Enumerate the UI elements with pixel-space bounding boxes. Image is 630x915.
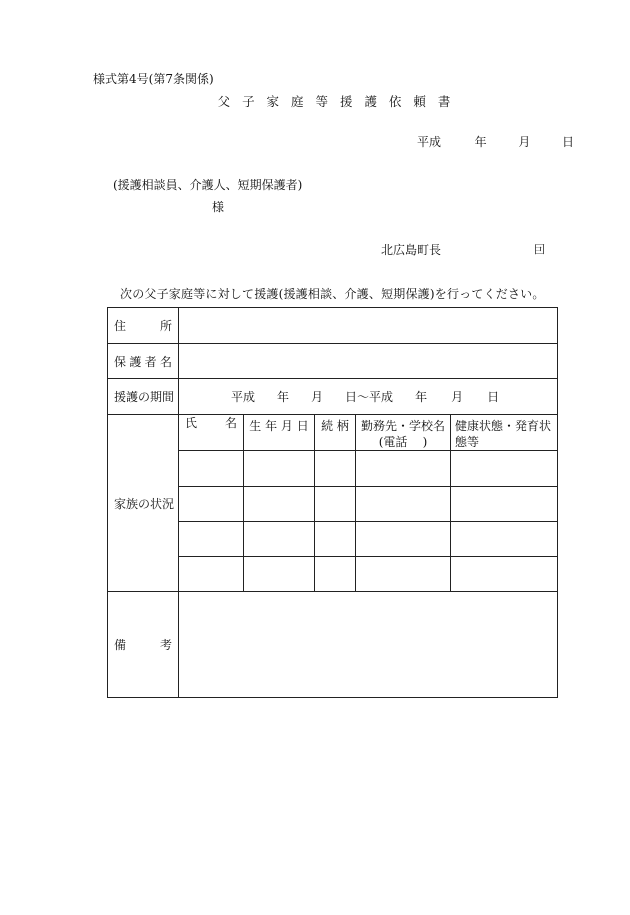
- family-header-name: 氏 名: [179, 415, 244, 451]
- period-year-start: 年: [277, 390, 290, 404]
- family-cell[interactable]: [179, 487, 244, 522]
- intro-text: 次の父子家庭等に対して援護(援護相談、介護、短期保護)を行ってください。: [120, 287, 545, 301]
- address-field[interactable]: [179, 308, 558, 344]
- family-cell[interactable]: [244, 451, 315, 487]
- family-cell[interactable]: [179, 522, 244, 557]
- family-header-row: [108, 415, 558, 451]
- period-month-start: 月: [311, 390, 324, 404]
- family-cell[interactable]: [179, 451, 244, 487]
- guardian-row: [108, 344, 558, 379]
- family-cell[interactable]: [315, 522, 356, 557]
- form-number: 様式第4号(第7条関係): [93, 72, 214, 86]
- date-year: 年: [474, 135, 487, 149]
- family-header-birthdate: 生 年 月 日: [244, 415, 315, 451]
- remarks-label: 備 考: [108, 592, 179, 698]
- remarks-field[interactable]: [179, 592, 558, 698]
- family-cell[interactable]: [315, 487, 356, 522]
- period-era-start: 平成: [231, 390, 256, 404]
- family-cell[interactable]: [315, 557, 356, 592]
- family-cell[interactable]: [356, 451, 451, 487]
- family-header-workplace-line1: 勤務先・学校名: [360, 419, 445, 433]
- seal-mark: 囙: [534, 243, 545, 256]
- period-year-end: 年: [415, 390, 428, 404]
- date-line: [417, 133, 574, 150]
- family-header-workplace: [356, 415, 451, 451]
- request-form-table: [107, 307, 558, 698]
- addressee-honorific: 様: [212, 200, 225, 214]
- period-day-end: 日: [487, 390, 500, 404]
- family-cell[interactable]: [356, 487, 451, 522]
- family-cell[interactable]: [356, 557, 451, 592]
- family-cell[interactable]: [356, 522, 451, 557]
- period-field[interactable]: [179, 379, 558, 415]
- period-row: [108, 379, 558, 415]
- address-label: 住 所: [108, 308, 179, 344]
- family-cell[interactable]: [451, 451, 558, 487]
- family-cell[interactable]: [451, 487, 558, 522]
- family-header-health: 健康状態・発育状態等: [451, 415, 558, 451]
- family-label: 家族の状況: [108, 415, 179, 592]
- family-cell[interactable]: [244, 487, 315, 522]
- address-row: [108, 308, 558, 344]
- guardian-label: 保護者名: [108, 344, 179, 379]
- date-month: 月: [518, 135, 531, 149]
- family-cell[interactable]: [179, 557, 244, 592]
- period-label: 援護の期間: [108, 379, 179, 415]
- family-cell[interactable]: [451, 522, 558, 557]
- family-cell[interactable]: [315, 451, 356, 487]
- family-cell[interactable]: [451, 557, 558, 592]
- period-month-end: 月: [451, 390, 464, 404]
- guardian-name-field[interactable]: [179, 344, 558, 379]
- remarks-row: [108, 592, 558, 698]
- document-title: 父 子 家 庭 等 援 護 依 頼 書: [217, 94, 455, 109]
- sender-name: 北広島町長: [381, 243, 442, 257]
- date-era: 平成: [417, 135, 442, 149]
- family-cell[interactable]: [244, 557, 315, 592]
- family-cell[interactable]: [244, 522, 315, 557]
- period-day-start: 日〜平成: [345, 390, 394, 404]
- date-day: 日: [562, 135, 575, 149]
- family-header-relation: 続 柄: [315, 415, 356, 451]
- family-header-workplace-line2: (電話 ): [378, 435, 428, 449]
- addressee-roles: (援護相談員、介護人、短期保護者): [113, 178, 303, 192]
